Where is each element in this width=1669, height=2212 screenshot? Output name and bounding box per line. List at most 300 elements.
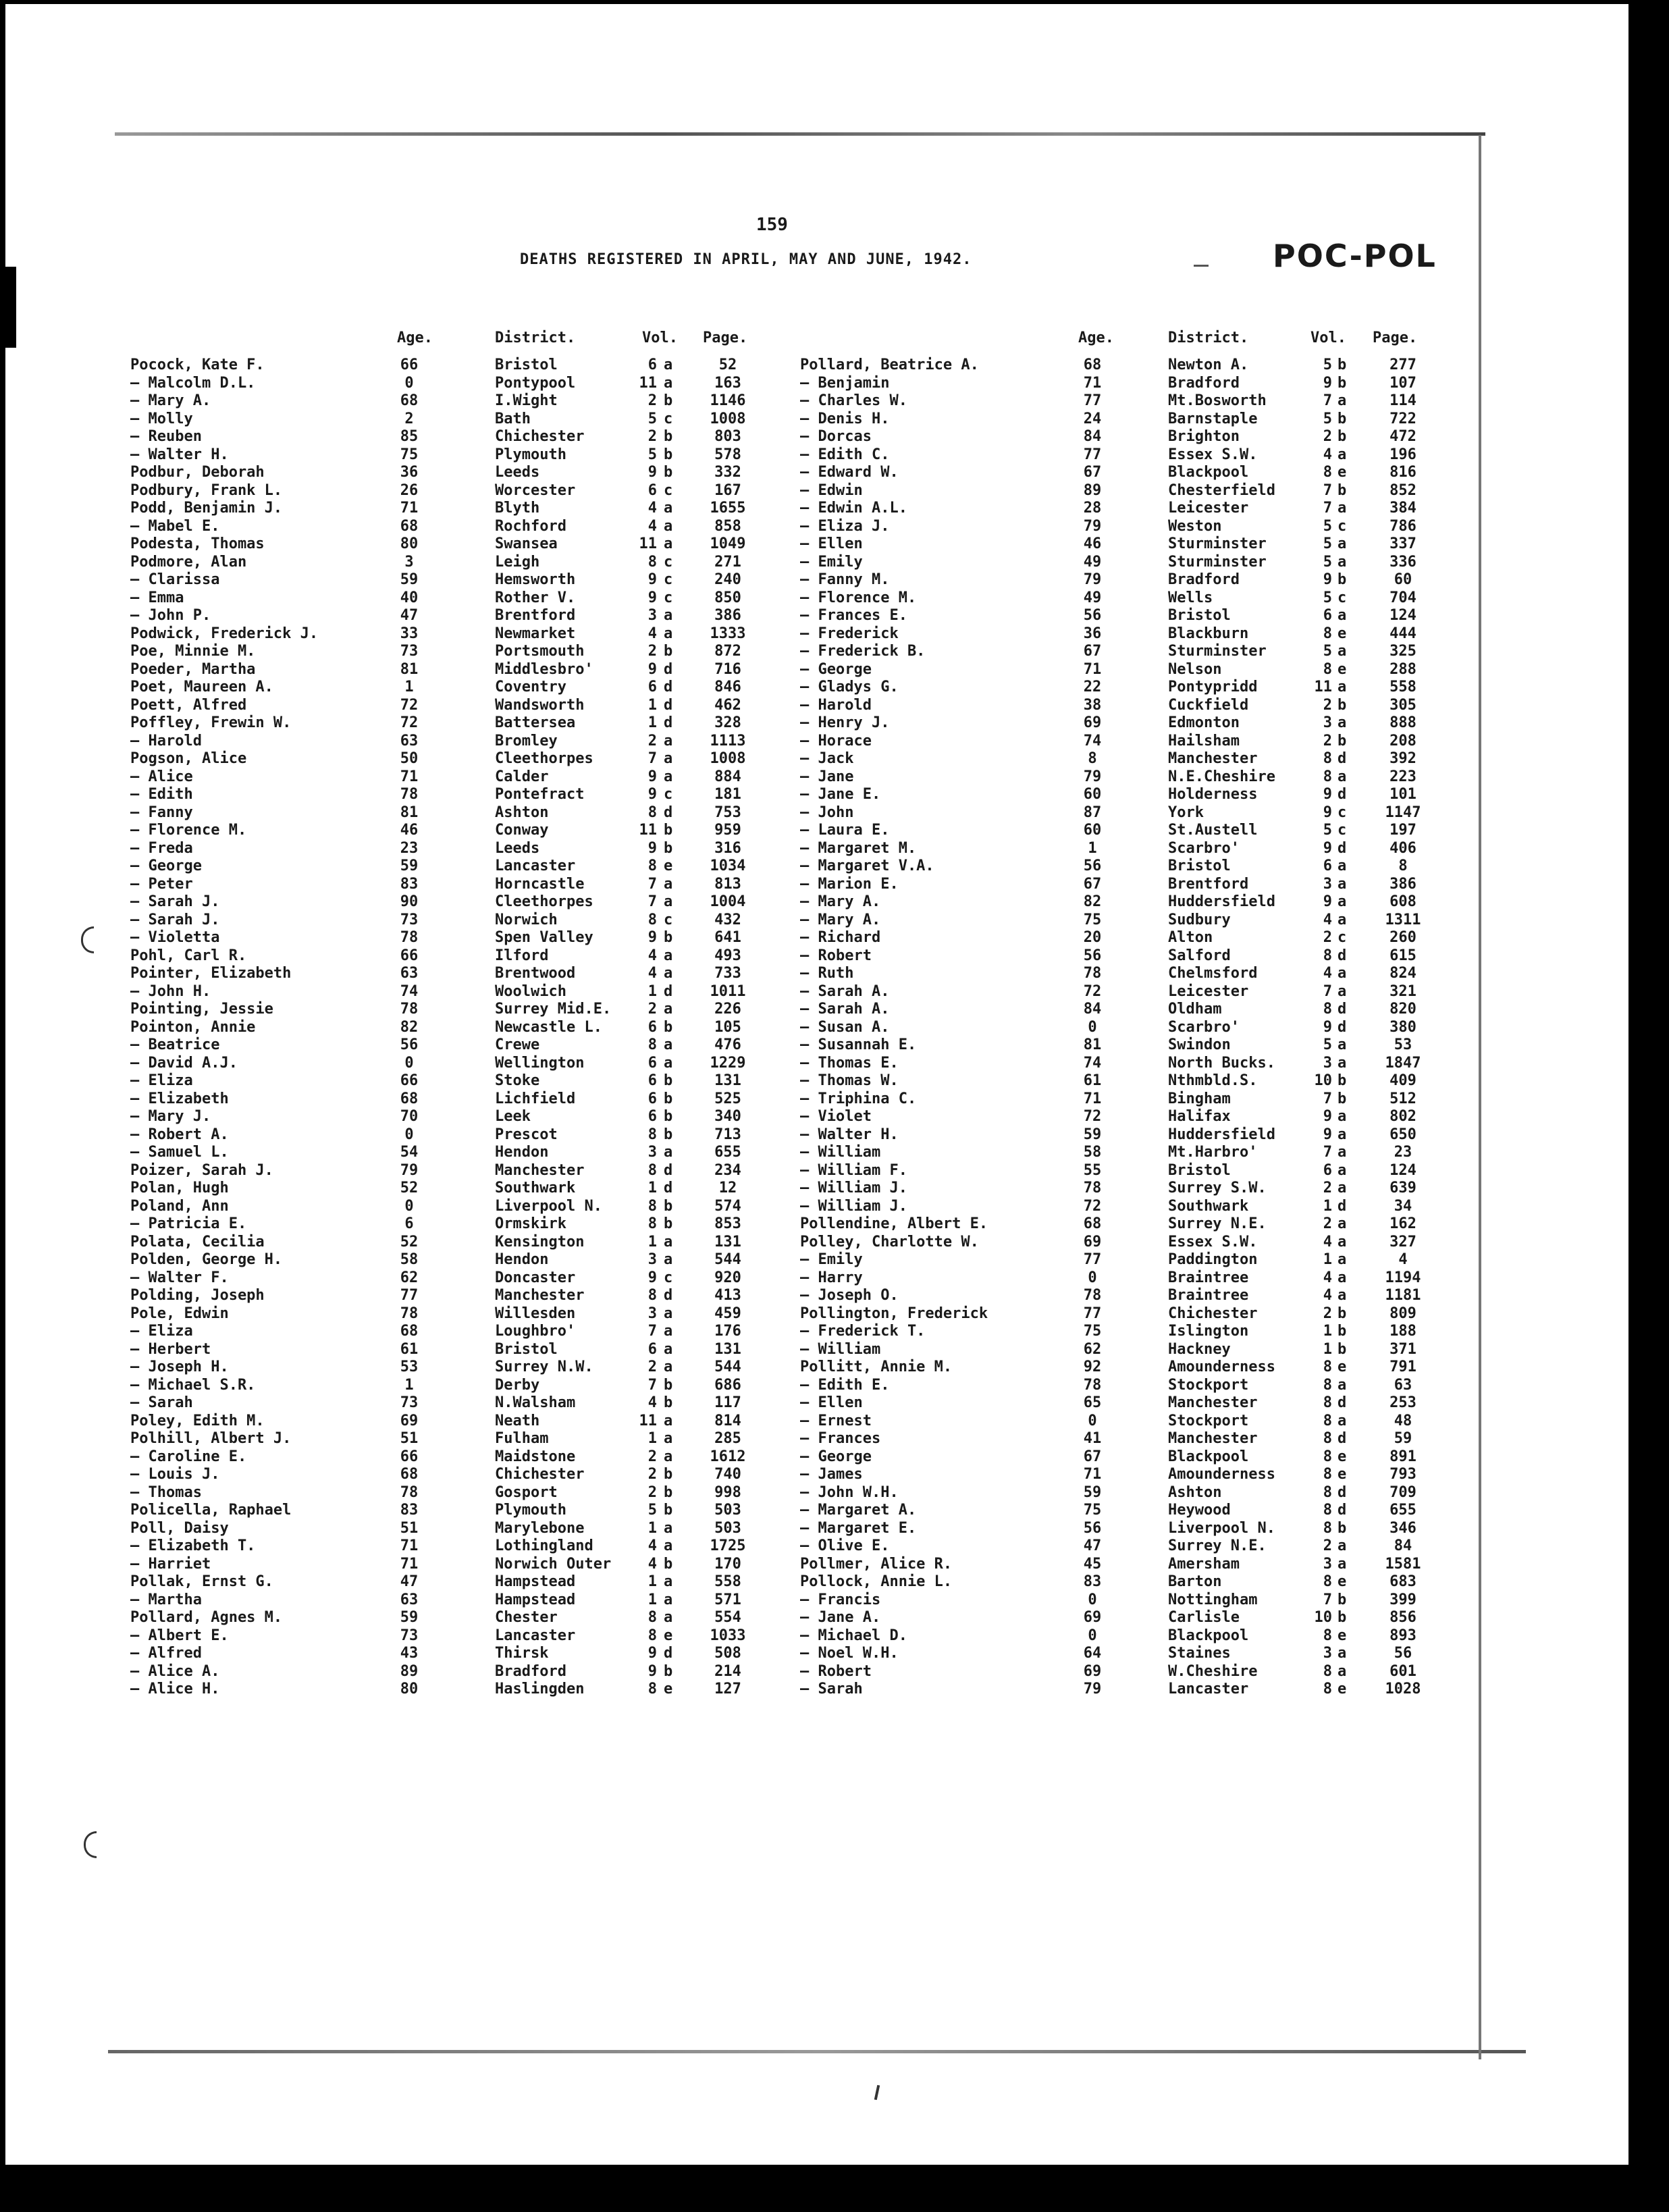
entry-district: Hendon (495, 1251, 549, 1268)
entry-name: — Martha (130, 1591, 202, 1608)
entry-volume-part: a (1337, 1251, 1347, 1268)
entry-district: Brentwood (495, 965, 576, 982)
entry-volume: 8 (1323, 1466, 1332, 1483)
scan-border-right (1628, 0, 1669, 2212)
entry-volume-part: a (664, 732, 673, 749)
header-vol: Vol. (642, 330, 678, 346)
entry-volume-part: d (1337, 1502, 1347, 1519)
entry-district: Scarbro' (1168, 1018, 1240, 1036)
entry-volume-part: a (1337, 446, 1347, 463)
entry-page: 472 (1389, 428, 1416, 445)
entry-age: 43 (400, 1645, 419, 1662)
entry-volume: 6 (647, 481, 657, 499)
entry-age: 51 (400, 1519, 419, 1537)
entry-volume: 9 (1323, 571, 1332, 588)
entry-volume: 8 (647, 1287, 657, 1304)
entry-page: 574 (714, 1197, 741, 1215)
entry-page: 240 (714, 571, 741, 588)
entry-name: — Frances E. (800, 607, 907, 624)
entry-volume: 4 (647, 1394, 657, 1411)
entry-volume: 6 (1323, 607, 1332, 624)
entry-district: Woolwich (495, 982, 566, 1000)
entry-volume: 8 (1323, 1448, 1332, 1465)
entry-name: — Jane (800, 768, 854, 785)
entry-age: 82 (1083, 893, 1102, 910)
entry-district: Maidstone (495, 1448, 576, 1465)
entry-name: — Clarissa (130, 571, 220, 588)
entry-page: 107 (1389, 374, 1416, 392)
entry-volume-part: a (1337, 535, 1347, 552)
entry-volume: 2 (647, 1001, 657, 1018)
entry-page: 253 (1389, 1394, 1416, 1411)
entry-page: 321 (1389, 982, 1416, 1000)
entry-volume: 8 (1323, 464, 1332, 481)
entry-volume: 9 (647, 464, 657, 481)
entry-name: Podwick, Frederick J. (130, 625, 319, 642)
entry-volume-part: a (1337, 1537, 1347, 1554)
entry-volume-part: d (664, 679, 673, 695)
entry-name: Pollendine, Albert E. (800, 1215, 988, 1232)
entry-volume-part: c (664, 1269, 673, 1286)
entry-name: Polley, Charlotte W. (800, 1233, 979, 1250)
entry-age: 73 (400, 1394, 419, 1411)
entry-name: — Elizabeth (130, 1090, 229, 1107)
entry-name: Poett, Alfred (130, 696, 247, 714)
entry-district: Brentford (1168, 875, 1249, 893)
entry-district: Bradford (495, 1662, 566, 1680)
entry-name: — Edith E. (800, 1376, 890, 1394)
entry-name: — Dorcas (800, 428, 872, 445)
entry-page: 386 (714, 607, 741, 624)
entry-page: 23 (1394, 1144, 1412, 1161)
entry-volume-part: b (1337, 732, 1347, 749)
entry-page: 181 (714, 786, 741, 803)
entry-district: Hampstead (495, 1591, 576, 1608)
entry-age: 72 (1083, 982, 1102, 1000)
entry-age: 1 (404, 1376, 414, 1394)
entry-district: Paddington (1168, 1251, 1258, 1268)
entry-volume-part: a (1337, 607, 1347, 624)
entry-volume: 6 (647, 357, 657, 373)
entry-age: 50 (400, 750, 419, 767)
entry-volume: 4 (647, 947, 657, 964)
entry-volume: 7 (1323, 1144, 1332, 1161)
entry-page: 332 (714, 464, 741, 481)
entry-volume-part: a (1337, 643, 1347, 660)
entry-page: 850 (714, 589, 741, 606)
entry-volume: 7 (647, 750, 657, 767)
entry-district: Spen Valley (495, 929, 593, 946)
entry-district: Amounderness (1168, 1359, 1275, 1375)
entry-name: — Susannah E. (800, 1036, 917, 1053)
entry-district: Battersea (495, 714, 576, 731)
entry-volume-part: a (664, 1448, 673, 1465)
entry-district: Swansea (495, 535, 558, 552)
entry-volume-part: b (664, 1394, 673, 1411)
entry-name: Pollington, Frederick (800, 1305, 988, 1322)
entry-volume: 4 (1323, 911, 1332, 928)
entry-district: Pontypridd (1168, 679, 1258, 695)
entry-volume: 9 (647, 768, 657, 785)
entry-volume-part: a (1337, 768, 1347, 785)
entry-volume: 8 (1323, 1662, 1332, 1680)
entry-district: Gosport (495, 1483, 558, 1501)
entry-page: 544 (714, 1251, 741, 1268)
entry-volume-part: b (664, 839, 673, 857)
entry-district: Holderness (1168, 786, 1258, 803)
entry-district: Hendon (495, 1144, 549, 1161)
entry-name: — Margaret M. (800, 839, 917, 857)
entry-page: 1333 (710, 625, 746, 642)
entry-district: Surrey N.E. (1168, 1215, 1267, 1232)
entry-name: — Sarah (800, 1681, 863, 1697)
entry-district: Hampstead (495, 1573, 576, 1590)
entry-district: Chester (495, 1609, 558, 1626)
entry-district: Plymouth (495, 1502, 566, 1519)
entry-page: 858 (714, 517, 741, 535)
entry-page: 816 (1389, 464, 1416, 481)
entry-page: 34 (1394, 1197, 1412, 1215)
entry-district: Surrey S.W. (1168, 1180, 1267, 1196)
entry-district: Manchester (1168, 750, 1258, 767)
entry-name: — Ruth (800, 965, 854, 982)
entry-age: 62 (400, 1269, 419, 1286)
entry-name: — David A.J. (130, 1054, 238, 1072)
entry-age: 78 (400, 1001, 419, 1018)
entry-name: — Harold (130, 732, 202, 749)
entry-page: 893 (1389, 1627, 1416, 1644)
entry-volume: 3 (647, 1305, 657, 1322)
entry-age: 60 (1083, 786, 1102, 803)
entry-district: W.Cheshire (1168, 1662, 1258, 1680)
entry-age: 77 (1083, 1305, 1102, 1322)
entry-name: — Fanny (130, 804, 193, 821)
entry-volume: 4 (1323, 1287, 1332, 1304)
entry-name: Poet, Maureen A. (130, 679, 273, 695)
entry-volume: 7 (647, 875, 657, 893)
entry-name: Poland, Ann (130, 1197, 229, 1215)
entry-volume-part: c (664, 911, 673, 928)
entry-volume-part: c (664, 553, 673, 571)
entry-district: Mt.Bosworth (1168, 392, 1267, 409)
entry-volume-part: a (1337, 1376, 1347, 1394)
entry-age: 0 (404, 1197, 414, 1215)
entry-page: 413 (714, 1287, 741, 1304)
entry-volume-part: a (1337, 1161, 1347, 1179)
entry-volume: 1 (647, 696, 657, 714)
entry-age: 74 (1083, 732, 1102, 749)
entry-district: Fulham (495, 1430, 549, 1447)
entry-volume: 8 (647, 1126, 657, 1143)
page-number: 159 (756, 215, 788, 235)
entry-name: Poll, Daisy (130, 1519, 229, 1537)
entry-volume: 3 (647, 1251, 657, 1268)
entry-name: — Thomas E. (800, 1054, 899, 1072)
entry-name: Pocock, Kate F. (130, 357, 265, 373)
entry-name: Polan, Hugh (130, 1180, 229, 1196)
entry-district: Chichester (495, 428, 585, 445)
entry-district: Ashton (495, 804, 549, 821)
entry-age: 67 (1083, 464, 1102, 481)
entry-volume: 11 (639, 535, 657, 552)
entry-district: Ormskirk (495, 1215, 566, 1232)
entry-page: 813 (714, 875, 741, 893)
entry-name: — Ellen (800, 1394, 863, 1411)
entry-volume-part: a (664, 357, 673, 373)
entry-name: — Thomas W. (800, 1072, 899, 1089)
entry-volume: 2 (647, 1466, 657, 1483)
entry-volume-part: d (1337, 1394, 1347, 1411)
entry-age: 46 (1083, 535, 1102, 552)
entry-volume: 9 (647, 589, 657, 606)
entry-volume-part: b (664, 1090, 673, 1107)
entry-district: Hemsworth (495, 571, 576, 588)
entry-volume: 8 (1323, 1430, 1332, 1447)
entry-name: Podd, Benjamin J. (130, 500, 283, 517)
entry-volume: 2 (1323, 696, 1332, 714)
entry-page: 188 (1389, 1323, 1416, 1340)
entry-name: — Margaret V.A. (800, 858, 934, 874)
entry-age: 0 (1088, 1591, 1097, 1608)
entry-district: Alton (1168, 929, 1213, 946)
entry-volume-part: c (664, 410, 673, 427)
entry-volume: 2 (1323, 929, 1332, 946)
entry-volume: 2 (1323, 1180, 1332, 1196)
entry-district: Hailsham (1168, 732, 1240, 749)
entry-volume-part: b (1337, 428, 1347, 445)
entry-age: 0 (404, 1126, 414, 1143)
entry-page: 288 (1389, 660, 1416, 678)
entry-district: Rother V. (495, 589, 576, 606)
entry-volume: 8 (1323, 1627, 1332, 1644)
entry-name: — Charles W. (800, 392, 907, 409)
entry-volume: 8 (1323, 660, 1332, 678)
entry-page: 824 (1389, 965, 1416, 982)
entry-volume-part: a (664, 500, 673, 517)
entry-age: 79 (1083, 768, 1102, 785)
entry-page: 802 (1389, 1108, 1416, 1125)
entry-page: 503 (714, 1519, 741, 1537)
entry-age: 3 (404, 553, 414, 571)
entry-name: — Samuel L. (130, 1144, 229, 1161)
entry-volume-part: a (1337, 858, 1347, 874)
entry-volume-part: c (1337, 517, 1347, 535)
entry-volume-part: b (664, 1555, 673, 1573)
entry-page: 127 (714, 1681, 741, 1697)
entry-volume: 3 (1323, 875, 1332, 893)
entry-volume-part: b (1337, 357, 1347, 373)
entry-volume: 1 (647, 714, 657, 731)
entry-district: Braintree (1168, 1269, 1249, 1286)
entry-page: 852 (1389, 481, 1416, 499)
entry-name: Podesta, Thomas (130, 535, 265, 552)
entry-page: 888 (1389, 714, 1416, 731)
entry-district: Portsmouth (495, 643, 585, 660)
header-page: Page. (703, 330, 748, 346)
entry-volume: 4 (647, 517, 657, 535)
entry-volume-part: e (664, 1681, 673, 1697)
entry-page: 462 (714, 696, 741, 714)
entry-volume: 5 (1323, 410, 1332, 427)
entry-age: 0 (1088, 1412, 1097, 1429)
entry-age: 78 (1083, 1376, 1102, 1394)
entry-page: 48 (1394, 1412, 1412, 1429)
entry-volume-part: b (664, 643, 673, 660)
entry-district: Bristol (1168, 858, 1231, 874)
entry-age: 56 (1083, 1519, 1102, 1537)
entry-volume-part: a (664, 1323, 673, 1340)
bottom-rule (108, 2050, 1526, 2053)
entry-page: 709 (1389, 1483, 1416, 1501)
entry-volume-part: e (1337, 625, 1347, 642)
entry-name: Podbur, Deborah (130, 464, 265, 481)
entry-volume-part: a (1337, 1269, 1347, 1286)
entry-age: 70 (400, 1108, 419, 1125)
entry-age: 84 (1083, 1001, 1102, 1018)
entry-age: 36 (400, 464, 419, 481)
entry-page: 655 (714, 1144, 741, 1161)
entry-page: 704 (1389, 589, 1416, 606)
entry-name: Pollard, Agnes M. (130, 1609, 283, 1626)
entry-district: Essex S.W. (1168, 1233, 1258, 1250)
entry-volume: 9 (647, 1662, 657, 1680)
entry-page: 733 (714, 965, 741, 982)
header-vol: Vol. (1310, 330, 1346, 346)
entry-page: 105 (714, 1018, 741, 1036)
entry-volume-part: a (1337, 1233, 1347, 1250)
entry-page: 512 (1389, 1090, 1416, 1107)
entry-district: Staines (1168, 1645, 1231, 1662)
entry-name: — Harriet (130, 1555, 211, 1573)
entry-volume: 8 (647, 1627, 657, 1644)
entry-district: Sturminster (1168, 643, 1267, 660)
entry-volume: 6 (647, 1018, 657, 1036)
entry-name: Pollock, Annie L. (800, 1573, 953, 1590)
entry-page: 1612 (710, 1448, 746, 1465)
entry-page: 53 (1394, 1036, 1412, 1053)
entry-age: 52 (400, 1180, 419, 1196)
entry-page: 340 (714, 1108, 741, 1125)
entry-volume-part: b (1337, 571, 1347, 588)
entry-volume-part: c (664, 481, 673, 499)
entry-district: Scarbro' (1168, 839, 1240, 857)
entry-name: — Richard (800, 929, 881, 946)
entry-district: Pontefract (495, 786, 585, 803)
entry-volume: 7 (1323, 1591, 1332, 1608)
entry-page: 371 (1389, 1340, 1416, 1358)
entry-age: 75 (400, 446, 419, 463)
entry-volume: 9 (1323, 1126, 1332, 1143)
entry-name: — Margaret E. (800, 1519, 917, 1537)
entry-name: — Edward W. (800, 464, 899, 481)
entry-volume: 8 (1323, 1502, 1332, 1519)
entry-district: N.E.Cheshire (1168, 768, 1275, 785)
entry-page: 131 (714, 1233, 741, 1250)
entry-name: — Walter F. (130, 1269, 229, 1286)
entry-volume: 6 (647, 679, 657, 695)
entry-volume: 6 (1323, 1161, 1332, 1179)
entry-district: Surrey N.E. (1168, 1537, 1267, 1554)
entry-age: 47 (400, 1573, 419, 1590)
entry-age: 66 (400, 1448, 419, 1465)
entry-volume-part: b (664, 1502, 673, 1519)
entry-district: Crewe (495, 1036, 540, 1053)
entry-district: Swindon (1168, 1036, 1231, 1053)
entry-district: Wandsworth (495, 696, 585, 714)
entry-district: Nthmbld.S. (1168, 1072, 1258, 1089)
entry-volume: 8 (1323, 1376, 1332, 1394)
entry-volume: 5 (1323, 357, 1332, 373)
entry-volume-part: a (1337, 1555, 1347, 1573)
entry-page: 325 (1389, 643, 1416, 660)
entry-district: Blackpool (1168, 464, 1249, 481)
entry-volume-part: a (1337, 1215, 1347, 1232)
entry-volume-part: e (1337, 1573, 1347, 1590)
entry-district: Lichfield (495, 1090, 576, 1107)
entry-age: 2 (404, 410, 414, 427)
entry-district: Worcester (495, 481, 576, 499)
entry-volume-part: b (1337, 1519, 1347, 1537)
entry-volume: 2 (647, 1359, 657, 1375)
entry-district: Loughbro' (495, 1323, 576, 1340)
entry-volume-part: a (664, 1412, 673, 1429)
entry-volume: 1 (647, 982, 657, 1000)
entry-page: 713 (714, 1126, 741, 1143)
entry-district: Leigh (495, 553, 540, 571)
entry-name: — Frederick (800, 625, 899, 642)
entry-page: 336 (1389, 553, 1416, 571)
entry-volume: 9 (647, 839, 657, 857)
entry-volume-part: e (1337, 1627, 1347, 1644)
entry-volume-part: c (1337, 804, 1347, 821)
entry-name: — Patricia E. (130, 1215, 247, 1232)
entry-district: Norwich Outer (495, 1555, 612, 1573)
entry-name: — Thomas (130, 1483, 202, 1501)
entry-district: Conway (495, 822, 549, 839)
entry-volume-part: a (1337, 392, 1347, 409)
entry-page: 525 (714, 1090, 741, 1107)
entry-age: 89 (1083, 481, 1102, 499)
entry-name: — Ellen (800, 535, 863, 552)
entry-volume-part: b (664, 929, 673, 946)
entry-name: — Caroline E. (130, 1448, 247, 1465)
entry-age: 71 (400, 1555, 419, 1573)
entry-name: Pollak, Ernst G. (130, 1573, 273, 1590)
entry-age: 51 (400, 1430, 419, 1447)
entry-volume: 7 (1323, 392, 1332, 409)
entry-volume-part: b (664, 1215, 673, 1232)
entry-name: Poe, Minnie M. (130, 643, 256, 660)
entry-volume: 8 (647, 1609, 657, 1626)
entry-page: 12 (718, 1180, 737, 1196)
entry-age: 68 (1083, 1215, 1102, 1232)
entry-name: — Marion E. (800, 875, 899, 893)
entry-age: 83 (400, 1502, 419, 1519)
entry-page: 1581 (1385, 1555, 1421, 1573)
entry-volume: 7 (647, 893, 657, 910)
entry-district: Sturminster (1168, 535, 1267, 552)
header-district: District. (495, 330, 576, 346)
entry-volume: 8 (647, 1681, 657, 1697)
entry-age: 79 (1083, 517, 1102, 535)
entry-age: 38 (1083, 696, 1102, 714)
entry-name: — Albert E. (130, 1627, 229, 1644)
entry-page: 601 (1389, 1662, 1416, 1680)
entry-volume-part: b (1337, 1609, 1347, 1626)
entry-volume: 7 (647, 1376, 657, 1394)
entry-page: 1008 (710, 750, 746, 767)
entry-age: 68 (400, 392, 419, 409)
